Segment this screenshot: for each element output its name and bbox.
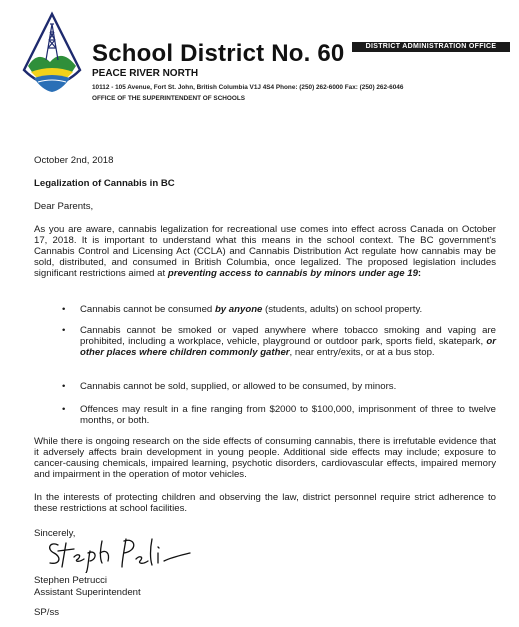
bullet-dot-icon: • — [62, 325, 66, 336]
bullet-text-end: , near entry/exits, or at a bus stop. — [289, 347, 435, 358]
intro-emphasis: preventing access to cannabis by minors under age 19 — [167, 268, 418, 279]
bullet-emphasis: or other places where children commonly gather — [80, 336, 496, 358]
letter-date: October 2nd, 2018 — [34, 155, 114, 166]
bullet-dot-icon: • — [62, 304, 66, 315]
typist-initials: SP/ss — [34, 607, 60, 618]
letter-subject: Legalization of Cannabis in BC — [34, 178, 175, 189]
health-effects-paragraph: While there is ongoing research on the side effects of consuming cannabis, there is irrefutable evidence that it adversely affects brain development in young people. Additional side effects may include; exposure to cancer-causing chemicals, impaired learning, psychotic disorders, cardiovascular effects, impaired memory and impairment in the operation of motor vehicles. — [34, 436, 496, 480]
office-of-superintendent-line: OFFICE OF THE SUPERINTENDENT OF SCHOOLS — [92, 95, 246, 102]
signer-name: Stephen Petrucci — [34, 575, 108, 586]
signer-title: Assistant Superintendent — [34, 587, 141, 598]
oil-derrick-wheat-logo-icon — [20, 10, 84, 100]
address-contact-line: 10112 - 105 Avenue, Fort St. John, British Columbia V1J 4S4 Phone: (250) 262-6000 Fax: (250) 262-6046 — [92, 84, 404, 91]
handwritten-signature-icon — [44, 531, 192, 573]
bullet-item — [80, 325, 496, 358]
bullet-item — [80, 304, 496, 315]
bullet-text: Cannabis cannot be sold, supplied, or allowed to be consumed, by minors. — [80, 381, 397, 392]
closing-paragraph: In the interests of protecting children and observing the law, district personnel require strict adherence to these restrictions at school facilities. — [34, 492, 496, 514]
bullet-text: Cannabis cannot be smoked or vaped anywhere where tobacco smoking and vaping are prohibited, including a workplace, vehicle, playground or outdoor park, sports field, skatepark, — [80, 325, 496, 347]
bullet-emphasis: by anyone — [214, 304, 263, 315]
bullet-text: Offences may result in a fine ranging from $2000 to $100,000, imprisonment of three to twelve months, or both. — [80, 404, 496, 426]
intro-text: As you are aware, cannabis legalization for recreational use comes into effect across Canada on October 17, 2018. It is important to understand what this means in the school context. The BC government's Cannabis Control and Licensing Act (CCLA) and Cannabis Distribution Act regulate how cannabis may be sold, distributed, and consumed in British Columbia, once legalized. The proposed legislation includes significant restrictions aimed at — [34, 224, 496, 279]
district-name: School District No. 60 — [92, 40, 345, 67]
bullet-dot-icon: • — [62, 381, 66, 392]
bullet-dot-icon: • — [62, 404, 66, 415]
intro-paragraph — [34, 224, 496, 279]
bullet-text-end: (students, adults) on school property. — [262, 304, 423, 315]
district-region: PEACE RIVER NORTH — [92, 68, 199, 79]
bullet-item — [80, 381, 496, 392]
sign-off: Sincerely, — [34, 528, 76, 539]
bullet-item — [80, 404, 496, 426]
district-administration-office-banner: DISTRICT ADMINISTRATION OFFICE — [352, 42, 510, 52]
salutation: Dear Parents, — [34, 201, 94, 212]
bullet-text: Cannabis cannot be consumed — [80, 304, 215, 315]
intro-end: : — [417, 268, 422, 279]
